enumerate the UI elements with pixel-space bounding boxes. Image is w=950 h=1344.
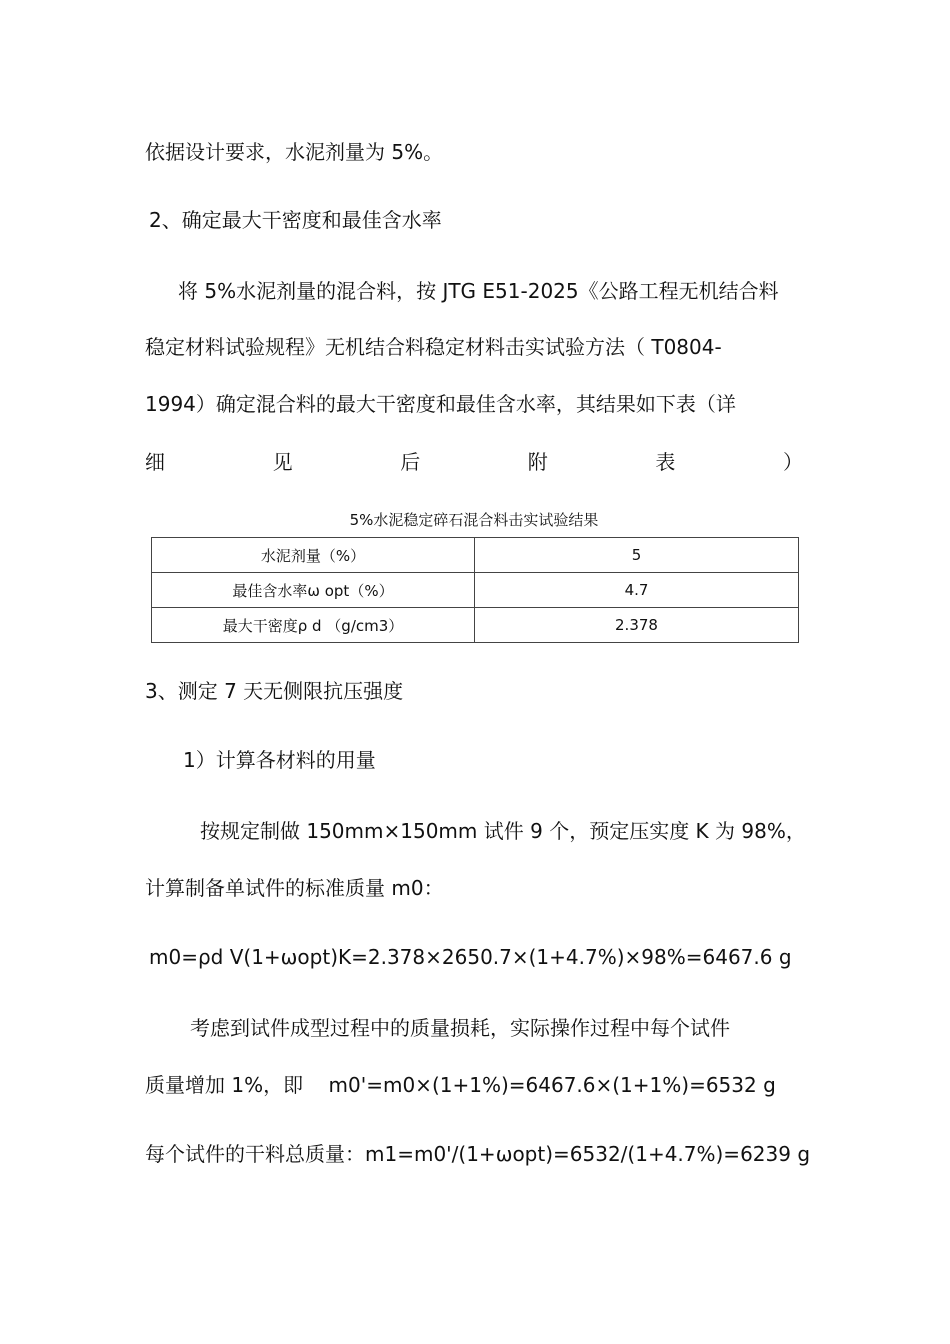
table-row bbox=[152, 538, 799, 573]
section2-heading: 2、确定最大干密度和最佳含水率 bbox=[149, 208, 442, 232]
table-cell-value: 5 bbox=[475, 538, 799, 573]
design-requirement-text: 依据设计要求，水泥剂量为 5%。 bbox=[145, 140, 444, 164]
justified-char: 细 bbox=[145, 450, 165, 474]
table-row bbox=[152, 608, 799, 643]
table-caption: 5%水泥稳定碎石混合料击实试验结果 bbox=[349, 511, 599, 529]
table-cell-label: 最佳含水率ω opt（%） bbox=[152, 573, 475, 608]
justified-char: 后 bbox=[400, 450, 421, 474]
table-cell-label: 最大干密度ρ d （g/cm3） bbox=[152, 608, 475, 643]
section2-paragraph-line1: 将 5%水泥剂量的混合料，按 JTG E51-2025《公路工程无机结合料 bbox=[178, 279, 779, 303]
section3-heading: 3、测定 7 天无侧限抗压强度 bbox=[145, 679, 404, 703]
section2-paragraph-line2: 稳定材料试验规程》无机结合料稳定材料击实试验方法（ T0804- bbox=[145, 335, 722, 359]
loss-paragraph-line2: 质量增加 1%，即 m0'=m0×(1+1%)=6467.6×(1+1%)=6532 g bbox=[145, 1073, 776, 1097]
dry-mass-line: 每个试件的干料总质量：m1=m0'/(1+ωopt)=6532/(1+4.7%)=6239 g bbox=[145, 1142, 811, 1166]
formula-m0: m0=ρd V(1+ωopt)K=2.378×2650.7×(1+4.7%)×98%=6467.6 g bbox=[149, 945, 792, 969]
justified-char: 附 bbox=[527, 450, 548, 474]
justified-char: ） bbox=[782, 450, 803, 474]
sub1-paragraph-line2: 计算制备单试件的标准质量 m0： bbox=[145, 876, 444, 900]
table-cell-label: 水泥剂量（%） bbox=[152, 538, 475, 573]
compaction-results-table bbox=[151, 537, 799, 643]
section2-paragraph-line4 bbox=[145, 448, 803, 476]
table-cell-value: 2.378 bbox=[475, 608, 799, 643]
justified-char: 表 bbox=[655, 450, 676, 474]
sub1-paragraph-line1: 按规定制做 150mm×150mm 试件 9 个，预定压实度 K 为 98%， bbox=[200, 819, 806, 843]
table-row bbox=[152, 573, 799, 608]
section2-paragraph-line3: 1994）确定混合料的最大干密度和最佳含水率，其结果如下表（详 bbox=[145, 392, 736, 416]
sub1-heading: 1）计算各材料的用量 bbox=[183, 748, 376, 772]
loss-paragraph-line1: 考虑到试件成型过程中的质量损耗，实际操作过程中每个试件 bbox=[190, 1016, 730, 1040]
justified-char: 见 bbox=[272, 450, 293, 474]
table-cell-value: 4.7 bbox=[475, 573, 799, 608]
